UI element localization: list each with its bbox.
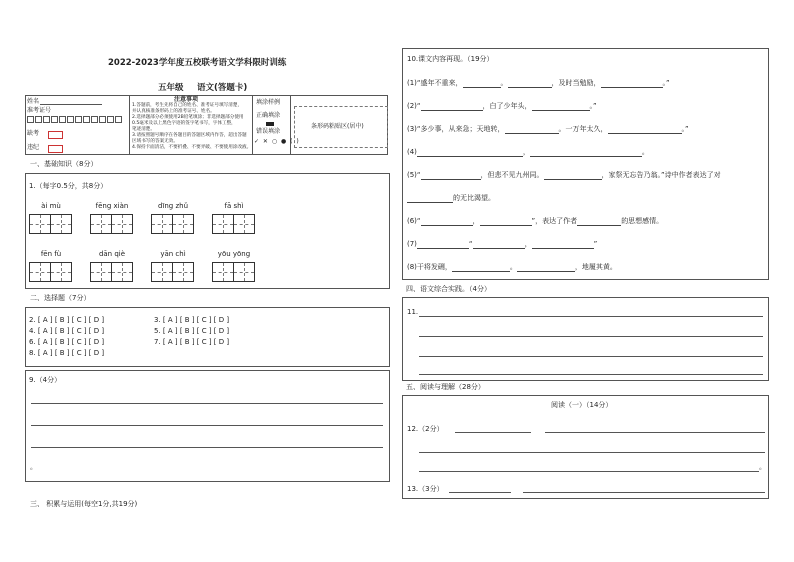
- answer-line[interactable]: [455, 432, 531, 433]
- note-line: 区域书写的答案无效。: [132, 139, 178, 144]
- barcode-area: [294, 106, 388, 148]
- blank[interactable]: [473, 240, 525, 249]
- blank[interactable]: [452, 263, 510, 272]
- q10-line-3: (3)“多少事，从来急；天地转， 。一万年太久， 。”: [407, 125, 689, 133]
- q12-label: 12.（2分）: [407, 425, 444, 433]
- answer-line[interactable]: [449, 492, 511, 493]
- q12-end: 。: [759, 463, 766, 471]
- character-box[interactable]: [90, 262, 112, 282]
- character-box[interactable]: [233, 262, 255, 282]
- note-line: 4.保持卡面清洁，不要折叠、不要弄破、不要使用涂改液。: [132, 145, 252, 150]
- character-box[interactable]: [90, 214, 112, 234]
- pinyin-group: [29, 202, 73, 236]
- note-line: 3.请按照题号顺序在各题目的答题区域内作答，超出答题: [132, 133, 247, 138]
- choice-box: [25, 307, 390, 367]
- blank[interactable]: [505, 125, 559, 134]
- character-box[interactable]: [111, 262, 133, 282]
- name-label: 姓名: [27, 98, 40, 105]
- violation-box[interactable]: [48, 145, 63, 153]
- exam-no-boxes[interactable]: [27, 116, 123, 125]
- note-line: 0.5毫米及以上黑色字迹的签字笔书写，字体工整，: [132, 121, 236, 126]
- reading-title: 阅读（一）（14分）: [551, 401, 613, 409]
- q11-box: [402, 297, 769, 381]
- fill-example: [252, 96, 300, 154]
- pinyin-group: [212, 202, 256, 236]
- blank[interactable]: [407, 194, 453, 203]
- pinyin-group: [212, 250, 256, 284]
- exam-no-label: 准考证号: [27, 107, 52, 114]
- blank[interactable]: [532, 240, 594, 249]
- choice-q3[interactable]: 3. [ A ] [ B ] [ C ] [ D ]: [154, 316, 230, 324]
- blank[interactable]: [608, 125, 682, 134]
- choice-q5[interactable]: 5. [ A ] [ B ] [ C ] [ D ]: [154, 327, 230, 335]
- fill-wrong-marks: ✓ ✕ ○ ● ( ): [254, 138, 300, 145]
- answer-line[interactable]: [419, 452, 765, 453]
- pinyin-group: [151, 250, 195, 284]
- info-block: [25, 95, 388, 155]
- grade-label: 五年级: [158, 83, 184, 93]
- pinyin-group: [90, 202, 134, 236]
- name-field[interactable]: [40, 104, 102, 105]
- q1-box: [25, 173, 390, 289]
- q10-line-8: (8)干将发硎， 。 ，地履其黄。: [407, 263, 617, 271]
- q9-label: 9.（4分）: [29, 376, 62, 384]
- section-1-title: 一、基础知识（8分）: [30, 160, 98, 168]
- answer-line[interactable]: [419, 471, 759, 472]
- character-box[interactable]: [111, 214, 133, 234]
- pinyin-group: [151, 202, 195, 236]
- fill-example-title: 填涂样例: [256, 99, 281, 106]
- notes-panel: [129, 96, 253, 154]
- pinyin-label: fā shì: [224, 202, 244, 210]
- character-box[interactable]: [29, 262, 51, 282]
- character-box[interactable]: [151, 214, 173, 234]
- absent-label: 缺考: [27, 130, 40, 137]
- note-line: 2.选择题部分必须使用2B铅笔填涂；非选择题部分使用: [132, 115, 244, 120]
- pinyin-label: fēn fù: [40, 250, 62, 258]
- character-box[interactable]: [233, 214, 255, 234]
- character-box[interactable]: [50, 214, 72, 234]
- fill-wrong-label: 错误填涂: [256, 128, 281, 135]
- note-line: 笔迹清楚。: [132, 127, 155, 132]
- answer-line[interactable]: [419, 356, 763, 357]
- choice-q8[interactable]: 8. [ A ] [ B ] [ C ] [ D ]: [29, 349, 105, 357]
- reading-box: [402, 395, 769, 499]
- blank[interactable]: [530, 148, 642, 157]
- q10-line-5b: 的无比渴望。: [407, 194, 495, 203]
- q10-line-1: (1)“盛年不重来， 。 ，及时当勉励， 。”: [407, 79, 670, 87]
- absent-box[interactable]: [48, 131, 63, 139]
- note-line: 1.答题前，考生先将自己的姓名、准考证号填写清楚，: [132, 103, 243, 108]
- blank[interactable]: [601, 79, 663, 88]
- q9-end: 。: [30, 463, 37, 471]
- fill-correct-mark: [266, 122, 274, 126]
- blank[interactable]: [508, 79, 552, 88]
- q9-box: [25, 370, 390, 482]
- blank[interactable]: [480, 217, 532, 226]
- violation-label: 违纪: [27, 144, 40, 151]
- pinyin-label: yōu yōng: [217, 250, 251, 258]
- character-box[interactable]: [29, 214, 51, 234]
- notes-title: 注意事项: [174, 96, 199, 103]
- answer-line[interactable]: [419, 316, 763, 317]
- answer-line[interactable]: [419, 374, 763, 375]
- blank[interactable]: [544, 171, 602, 180]
- q13-label: 13.（3分）: [407, 485, 444, 493]
- answer-line[interactable]: [523, 492, 765, 493]
- answer-line[interactable]: [545, 432, 765, 433]
- pinyin-label: fēng xiàn: [95, 202, 129, 210]
- barcode-label: 条形码粘贴区(居中): [311, 123, 364, 130]
- q10-line-7: (7) “ ， ”: [407, 240, 598, 248]
- section-4-title: 四、语文综合实践。（4分）: [406, 285, 491, 293]
- choice-q4[interactable]: 4. [ A ] [ B ] [ C ] [ D ]: [29, 327, 105, 335]
- pinyin-group: [29, 250, 73, 284]
- q10-title: 10.课文内容再现。（19分）: [407, 55, 494, 63]
- blank[interactable]: [421, 217, 473, 226]
- subject-label: 语文(答题卡): [197, 83, 248, 93]
- blank[interactable]: [532, 102, 590, 111]
- q10-line-2: (2)“ ，白了少年头， 。”: [407, 102, 597, 110]
- q11-label: 11.: [407, 308, 419, 316]
- note-line: 并认真核准条形码上的准考证号、姓名。: [132, 109, 215, 114]
- blank[interactable]: [577, 217, 621, 226]
- blank[interactable]: [421, 102, 483, 111]
- choice-q6[interactable]: 6. [ A ] [ B ] [ C ] [ D ]: [29, 338, 105, 346]
- q10-line-5: (5)“ ，但悲不见九州同。 ，家祭无忘告乃翁。”诗中作者表达了对: [407, 171, 721, 179]
- q10-line-4: (4) ， 。: [407, 148, 649, 156]
- character-box[interactable]: [212, 214, 234, 234]
- section-3-title: 三、 积累与运用(每空1分,共19分): [30, 500, 138, 508]
- section-2-title: 二、选择题（7分）: [30, 294, 91, 302]
- character-box[interactable]: [172, 262, 194, 282]
- q10-line-6: (6)“ ， ”，表达了作者 的思想感情。: [407, 217, 664, 225]
- blank[interactable]: [421, 171, 481, 180]
- blank[interactable]: [417, 148, 523, 157]
- pinyin-label: yān chì: [160, 250, 186, 258]
- exam-title: 2022-2023学年度五校联考语文学科限时训练: [108, 58, 287, 68]
- blank[interactable]: [417, 240, 469, 249]
- blank[interactable]: [517, 263, 575, 272]
- character-box[interactable]: [50, 262, 72, 282]
- choice-q2[interactable]: 2. [ A ] [ B ] [ C ] [ D ]: [29, 316, 105, 324]
- answer-line[interactable]: [31, 403, 383, 404]
- choice-q7[interactable]: 7. [ A ] [ B ] [ C ] [ D ]: [154, 338, 230, 346]
- answer-line[interactable]: [419, 336, 763, 337]
- blank[interactable]: [463, 79, 501, 88]
- pinyin-label: ài mù: [41, 202, 61, 210]
- character-box[interactable]: [172, 214, 194, 234]
- pinyin-label: dīng zhǔ: [157, 202, 189, 210]
- q10-box: [402, 48, 769, 280]
- fill-correct-label: 正确填涂: [256, 112, 281, 119]
- answer-line[interactable]: [31, 425, 383, 426]
- pinyin-label: dān qiè: [98, 250, 126, 258]
- character-box[interactable]: [212, 262, 234, 282]
- section-5-title: 五、阅读与理解（28分）: [406, 383, 485, 391]
- character-box[interactable]: [151, 262, 173, 282]
- answer-line[interactable]: [31, 447, 383, 448]
- q1-label: 1.（每字0.5分，共8分）: [29, 182, 108, 190]
- pinyin-group: [90, 250, 134, 284]
